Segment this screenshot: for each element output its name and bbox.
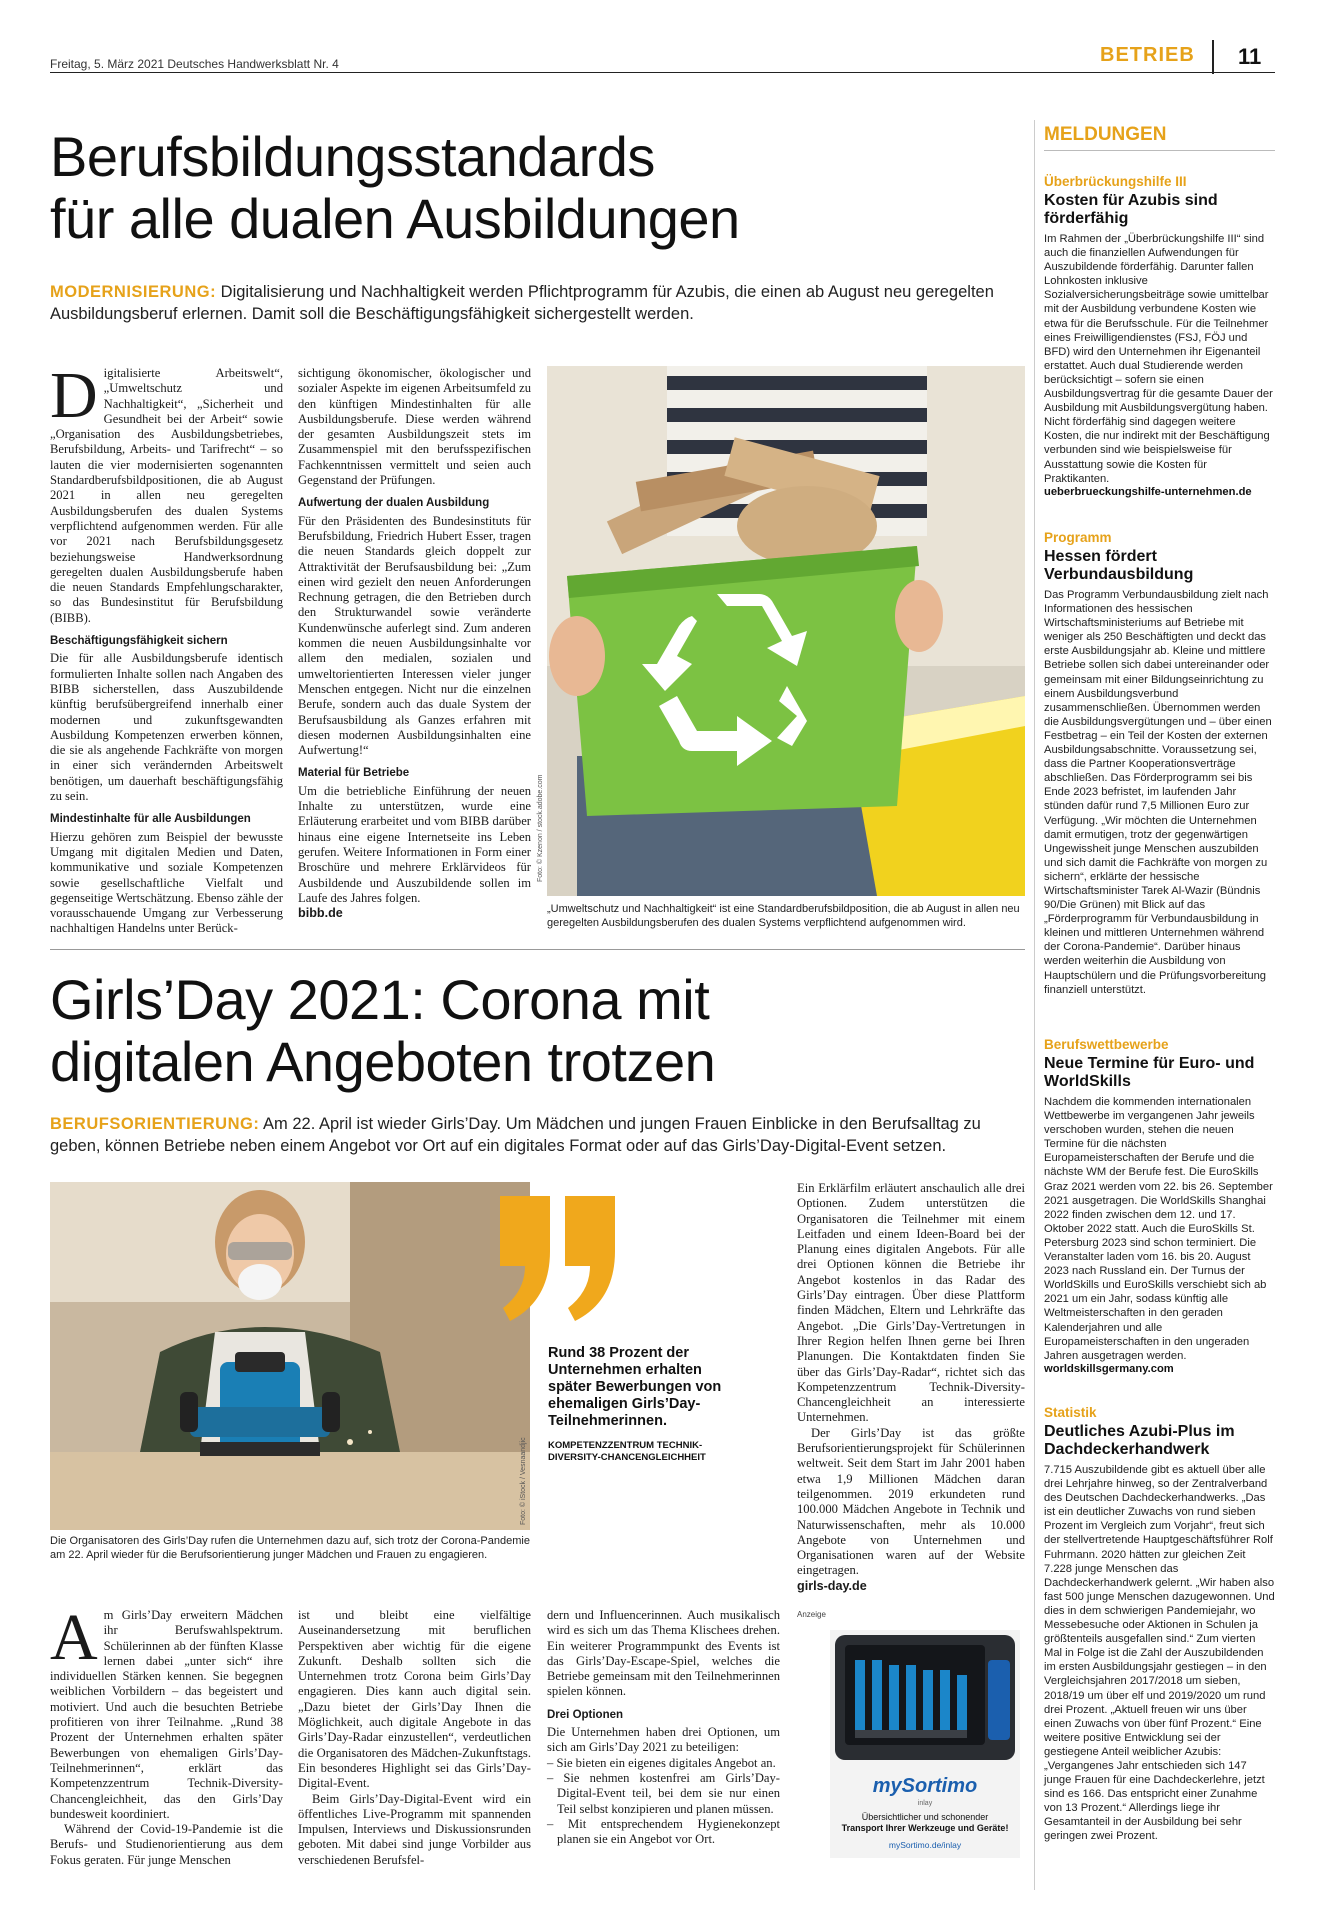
sidebar-item-label: Berufswettbewerbe (1044, 1037, 1169, 1052)
article1-col2-p3: Um die betriebliche Einführung der neuen Inhalte zu unterstützen, wurde eine Erläuterung erarbeitet und vom BIBB darüber hinaus eine eigene Internetseite ins Leben gerufen. Weitere Informationen in Form einer Broschüre und mehrere Erklärvideos für Ausbildende und Auszubildende sollen im Laufe des Jahres folgen. (298, 783, 531, 905)
article2-title-line2: digitalen Angeboten trotzen (50, 1030, 716, 1093)
ad-brand-name: mySortimo (872, 1775, 978, 1797)
article1-dropcap: D (50, 359, 98, 432)
sidebar-item-body: Nachdem die kommenden internationalen Wettbewerbe im vergangenen Jahr jeweils verschoben wurden, stehen die neuen Termine für die nächsten Europameisterschaften der Berufe und die nächste WM der Berufe fest. Die EuroSkills Graz 2021 werden vom 22. bis 26. September 2021 ausgetragen. Die WorldSkills Shanghai 2022 finden zwischen dem 12. und 17. Oktober 2022 statt. Auch die EuroSkills St. Petersburg 2023 sind schon terminiert. Die Veranstalter laden vom 16. bis 20. August 2023 nach Russland ein. Der Turnus der WorldSkills und EuroSkills verschiebt sich ab 2021 um ein Jahr, sodass künftig alle Weltmeisterschaften in den geraden Kalenderjahren und alle Europameisterschaften in den ungeraden Jahren ausgetragen werden. (1044, 1096, 1273, 1362)
article2-lead (50, 1113, 1025, 1157)
article2-col1-p2: Während der Covid-19-Pandemie ist die Berufs- und Studienorientierung aus dem Fokus geraten. Für junge Menschen (50, 1822, 283, 1867)
article2-column-3 (547, 1608, 780, 1847)
ad-brand (850, 1775, 1000, 1798)
article2-lead-text: Am 22. April ist wieder Girls’Day. Um Mädchen und jungen Frauen Einblicke in den Berufsalltag zu geben, können Betriebe neben einem Angebot vor Ort auf ein digitales Format oder auf das Girls’Day-Digital-Event setzen. (50, 1115, 981, 1155)
girlsday-photo-illustration (50, 1182, 530, 1530)
article2-subhead-options: Drei Optionen (547, 1708, 624, 1721)
sidebar-item-body: Das Programm Verbundausbildung zielt nach Informationen des hessischen Wirtschaftsministeriums auf Betriebe mit weniger als 250 Beschäftigten und deckt das erste Ausbildungsjahr ab. Kleine und mittlere Betriebe sollen sich dabei untereinander oder gemeinsam mit einer Bildungseinrichtung zu einem Ausbildungsverbund zusammenschließen. Übernommen werden die Ausbildungsvergütungen und – über einen Festbetrag – ein Teil der Kosten der externen Ausbildungsabschnitte. Voraussetzung sei, dass die Partner Kooperationsverträge abschließen. Das Förderprogramm sei bis Ende 2023 befristet, im laufenden Jahr stünden dafür rund 7,5 Millionen Euro zur Verfügung. „Wir möchten die Unternehmen damit ermutigen, trotz der gegenwärtigen Ungewissheit junge Menschen auszubilden und sich damit die Fachkräfte von morgen zu sichern“, erklärte der hessische Wirtschaftsminister Tarek Al-Wazir (Bündnis 90/Die Grünen) mit Blick auf das „Förderprogramm für Verbundausbildung in kleinen und mittleren Unternehmen während der Corona-Pandemie“. Darüber hinaus werden weiterhin die Ausbildung von Hauptschülern und die Prüfungsvorbereitung finanziell unterstützt. (1044, 589, 1272, 996)
article1-subhead-4: Material für Betriebe (298, 767, 410, 780)
option-item: – Sie bieten ein eigenes digitales Angebot an. (547, 1755, 776, 1770)
sortimo-ad[interactable] (830, 1630, 1020, 1858)
option-item: – Sie nehmen kostenfrei am Girls’Day-Digital-Event teil, bei dem sie nur einen Teil selbst konzipieren und planen müssen. (547, 1770, 780, 1816)
sidebar-item-3 (1044, 1037, 1275, 1375)
article1-col2-p2: Für den Präsidenten des Bundesinstituts für Berufsbildung, Friedrich Hubert Esser, tragen die neuen Standards gleich doppelt zur Attraktivität der Berufsausbildung bei: „Zum einen wird gezielt den neuen Anforderungen Rechnung getragen, die den Betrieben durch den Strukturwandel sowie veränderte Kundenwünsche auferlegt sind. Zum anderen kommen die neuen Ausbildungsinhalte vor allem den medialen, sozialen und umweltorientierten Interessen vieler junger Menschen entgegen. Nicht nur die einzelnen Berufe, sondern auch das duale System der Berufsausbildung als Ganzes erfahren mit diesen modernen Ausbildungsinhalten eine Aufwertung!“ (298, 513, 531, 758)
article1-title (50, 126, 1000, 250)
sidebar-item-head: Deutliches Azubi-Plus im Dachdeckerhandwerk (1044, 1423, 1235, 1458)
sidebar-item-label: Statistik (1044, 1405, 1097, 1420)
ad-brand-sub: inlay (917, 1800, 933, 1807)
article1-lead-text: Digitalisierung und Nachhaltigkeit werden Pflichtprogramm für Azubis, die einen ab August neu geregelten Ausbildungsberuf erlernen. Damit soll die Beschäftigungsfähigkeit sichergestellt werden. (50, 283, 994, 323)
article1-subhead-3: Aufwertung der dualen Ausbildung (298, 497, 490, 510)
article2-title (50, 969, 1000, 1093)
sidebar-rule (1034, 120, 1035, 1890)
options-list (547, 1756, 780, 1848)
article2-photo-caption: Die Organisatoren des Girls’Day rufen die Unternehmen dazu auf, sich trotz der Corona-Pandemie am 22. April wieder für die Berufsorientierung junger Mädchen und Frauen zu engagieren. (50, 1535, 530, 1561)
toolcase-icon (830, 1630, 1020, 1770)
article1-kicker: MODERNISIERUNG: (50, 283, 217, 301)
girlsday-photo (50, 1182, 530, 1530)
recycling-photo-illustration (547, 366, 1025, 896)
article1-photo-credit: Foto: © Kzenon / stock.adobe.com (537, 774, 544, 882)
pull-quote: Rund 38 Prozent der Unternehmen erhalten später Bewerbungen von ehemaligen Girls’Day-Teilnehmerinnen. (548, 1345, 722, 1429)
ad-tagline (830, 1812, 1020, 1834)
article2-col1-p1: m Girls’Day erweitern Mädchen ihr Berufswahlspektrum. Schülerinnen ab der fünften Klasse lernen dabei „unter sich“ ihre individuellen Stärken kennen. Sie begegnen weiblichen Vorbildern – das begeistert und motiviert. Und auch die besuchten Betriebe profitieren von ihrer Teilnahme. „Rund 38 Prozent der Unternehmen erhalten später Bewerbungen von ehemaligen Girls’Day-Teilnehmerinnen“, erklärt das Kompetenzzentrum Technik-Diversity-Chancengleichheit, das den Girls’Day bundesweit koordiniert. (50, 1608, 283, 1821)
article1-subhead-2: Mindestinhalte für alle Ausbildungen (50, 813, 251, 826)
page-number: 11 (1238, 44, 1262, 69)
article1-title-line1: Berufsbildungsstandards (50, 125, 655, 188)
ad-label: Anzeige (797, 1610, 826, 1619)
sidebar-item-link[interactable]: ueberbrueckungshilfe-unternehmen.de (1044, 485, 1252, 498)
ad-tagline-1: Übersichtlicher und schonender (861, 1812, 989, 1822)
sidebar-item-label: Überbrückungshilfe III (1044, 174, 1187, 189)
sidebar-item-body: 7.715 Auszubildende gibt es aktuell über alle drei Lehrjahre hinweg, so der Zentralverband des Deutschen Dachdeckerhandwerks. „Das ist ein deutlicher Zuwachs von rund sieben Prozent im Vergleich zum Vorjahr“, freut sich der stellvertretende Hauptgeschäftsführer Rolf Fuhrmann. 2020 hätten zur gleichen Zeit 7.228 junge Menschen das Dachdeckerhandwerk gelernt. „Wir haben also fast 500 junge Menschen dazugewonnen. Und dies in dem schwierigen Pandemiejahr, wo Messebesuche oder Aktionen in Schulen ja größtenteils ausgefallen sind.“ Zum vierten Mal in Folge ist die Zahl der Auszubildenden im ersten Ausbildungsjahr gestiegen – in den Vergleichsjahren 2017/2018 um sieben, 2018/19 um über elf und 2019/2020 um rund drei Prozent. „Aktuell freuen wir uns über einen Zuwachs von über fünf Prozent.“ Eine weitere positive Entwicklung sei der gestiegene Anteil weiblicher Azubis: „Vergangenes Jahr entschieden sich 147 junge Frauen für eine Dachdeckerlehre, jetzt sind es 166. Das entspricht einer Zunahme von 13 Prozent.“ Allerdings liege ihr Gesamtanteil in der Ausbildung bei sehr geringen zwei Prozent. (1044, 1464, 1275, 1843)
ad-tagline-2: Transport Ihrer Werkzeuge und Geräte! (841, 1823, 1009, 1833)
sidebar-item-1 (1044, 174, 1275, 498)
article1-lead (50, 281, 1010, 325)
article1-col1-p2: Die für alle Ausbildungsberufe identisch formulierten Inhalte sollen nach Angaben des BIBB sicherstellen, dass Auszubildende künftig berufsübergreifend innerhalb einer modernen und zukunftsgewandten Ausbildung Kompetenzen erwerben können, die sie als angehende Fachkräfte von morgen in einer sich verändernden Arbeitswelt benötigen, um dauerhaft beschäftigungsfähig zu sein. (50, 651, 283, 804)
article2-right-p2: Der Girls’Day ist das größte Berufsorientierungsprojekt für Schülerinnen weltweit. Seit dem Start im Jahr 2001 haben etwa 1,9 Millionen Mädchen daran teilgenommen. 2019 erkundeten rund 100.000 Mädchen Angebote in Technik und Naturwissenschaften, mehr als 10.000 Angebote von Unternehmen und Organisationen waren auf der Website eingetragen. (797, 1425, 1025, 1578)
header-date-line: Freitag, 5. März 2021 Deutsches Handwerksblatt Nr. 4 (50, 57, 339, 71)
article1-column-2 (298, 366, 531, 921)
ad-url[interactable]: mySortimo.de/inlay (888, 1840, 962, 1850)
article1-col2-p1: sichtigung ökonomischer, ökologischer und sozialer Aspekte im eigenen Arbeitsumfeld zu den künftigen Mindestinhalten für alle Ausbildungsberufe. Diese werden während der gesamten Ausbildungszeit stets im Zusammenspiel mit den berufsspezifischen Fachkenntnissen vermittelt und seien auch Gegenstand der Prüfungen. (298, 366, 531, 488)
article2-col3-p1: dern und Influencerinnen. Auch musikalisch wird es sich um das Thema Klischees drehen. Ein weiterer Programmpunkt des Events ist das Girls’Day-Escape-Spiel, welches die Betriebe gemeinsam mit den Teilnehmerinnen spielen können. (547, 1608, 780, 1699)
article1-column-1 (50, 359, 283, 937)
article2-col3-p2: Die Unternehmen haben drei Optionen, um sich am Girls’Day 2021 zu beteiligen: (547, 1725, 780, 1755)
article2-col2-p1: ist und bleibt eine vielfältige Auseinandersetzung mit beruflichen Perspektiven aber wichtig für die eigene Zukunft. Deshalb sollten sich die Unternehmen trotz Corona beim Girls’Day engagieren. Dies kann auch digital sein. „Dazu bietet der Girls’Day Ihnen die Möglichkeit, auch digitale Angebote in das Girls’Day-Radar einzustellen“, verdeutlichen die Organisatoren des Mädchen-Zukunftstags. Ein besonderes Highlight sei das Girls’Day-Digital-Event. (298, 1608, 531, 1791)
recycling-photo (547, 366, 1025, 896)
sidebar-item-body: Im Rahmen der „Überbrückungshilfe III“ sind auch die finanziellen Aufwendungen für Auszubildende förderfähig. Darunter fallen Lohnkosten inklusive Sozialversicherungsbeiträge sowie umittelbar mit der Ausbildung verbundene Kosten wie etwa für die Berufsschule. Für die Teilnehmer eines Freiwilligendienstes (FSJ, FÖJ und BFD) wird den Unternehmen ihr Eigenanteil erstattet. Auch dual Studierende werden berücksichtigt – sofern sie einen Ausbildungsvertrag für die gesamte Dauer der Ausbildung mit Ausbildungsvergütung haben. Nicht förderfähig sind dagegen weitere Kosten, die nur indirekt mit der Beschäftigung verbunden sind wie beispielsweise für Ausstattung sowie die Kosten für Praktikanten. (1044, 233, 1273, 485)
header-rule (50, 72, 1275, 73)
sidebar-item-4 (1044, 1405, 1275, 1844)
article1-photo-caption: „Umweltschutz und Nachhaltigkeit“ ist eine Standardberufsbildposition, die ab August in allen neu geregelten Ausbildungsberufen des dualen Systems verpflichtend aufgenommen wird. (547, 903, 1020, 929)
article-divider (50, 949, 1025, 950)
article2-right-column (797, 1181, 1025, 1594)
sidebar-item-head: Hessen fördert Verbundausbildung (1044, 548, 1194, 583)
article1-subhead-1: Beschäftigungsfähigkeit sichern (50, 635, 228, 648)
sidebar-item-head: Neue Termine für Euro- und WorldSkills (1044, 1055, 1255, 1090)
sidebar-item-head: Kosten für Azubis sind förderfähig (1044, 192, 1218, 227)
article2-column-1 (50, 1601, 283, 1868)
sidebar-item-label: Programm (1044, 530, 1112, 545)
section-name: BETRIEB (1100, 44, 1195, 66)
sidebar-item-2 (1044, 530, 1275, 997)
article2-dropcap: A (50, 1601, 98, 1674)
article2-right-p1: Ein Erklärfilm erläutert anschaulich alle drei Optionen. Zudem unterstützen die Organisatoren die Teilnehmer mit einem Leitfaden und einem Ideen-Board bei der Planung eines digitalen Angebots. Für alle drei Optionen können die Betriebe ihr Angebot kostenlos in das Radar des Girls’Day eintragen. Über diese Plattform finden Mädchen, Eltern und Lehrkräfte das Angebot. „Die Girls’Day-Vertretungen in Ihrer Region helfen Ihnen gerne bei Ihren Planungen. Die Kontaktdaten finden Sie über das Girls’Day-Radar“, richtet sich das Kompetenzzentrum Technik-Diversity-Chancengleichheit an interessierte Unternehmen. (797, 1181, 1025, 1425)
sidebar-item-link[interactable]: worldskillsgermany.com (1044, 1362, 1174, 1375)
article2-kicker: BERUFSORIENTIERUNG: (50, 1115, 260, 1133)
article1-col1-p3: Hierzu gehören zum Beispiel der bewusste Umgang mit digitalen Medien und Daten, kommunikative und soziale Kompetenzen sowie gesellschaftliche Vielfalt und gegenseitige Wertschätzung. Ebenso zähle der vorausschauende Umgang zur Verbesserung nachhaltigen Handelns unter Berück- (50, 829, 283, 936)
quote-mark-icon (495, 1196, 625, 1326)
article2-col2-p2: Beim Girls’Day-Digital-Event wird ein öffentliches Live-Programm mit spannenden Impulsen, Interviews und Diskussionsrunden geboten. Mit dabei sind junge Vorbilder aus verschiedenen Berufsfel- (298, 1791, 531, 1867)
article2-link-girlsday[interactable]: girls-day.de (797, 1578, 867, 1593)
sidebar-title-rule (1044, 150, 1275, 151)
article2-title-line1: Girls’Day 2021: Corona mit (50, 968, 710, 1031)
header-separator (1212, 40, 1214, 74)
option-item: – Mit entsprechendem Hygienekonzept planen sie ein Angebot vor Ort. (547, 1816, 780, 1847)
article2-column-2 (298, 1608, 531, 1868)
article1-title-line2: für alle dualen Ausbildungen (50, 187, 740, 250)
article1-col1-p1: igitalisierte Arbeitswelt“, „Umweltschutz und Nachhaltigkeit“, „Sicherheit und Gesundheit bei der Arbeit“ sowie „Organisation des Ausbildungsbetriebes, Berufsbildung, Arbeits- und Tarifrecht“ – so lauten die vier modernisierten sogenannten Standardberufsbildpositionen, die ab August 2021 in allen neu geregelten Ausbildungsberufen des dualen Systems verpflichtend aufgenommen werden. Für alle vor 2021 nach Berufsbildungsgesetz beziehungsweise Handwerksordnung geregelten dualen Ausbildungsberufe haben die neuen Standards Empfehlungscharakter, so das Bundesinstitut für Berufsbildung (BIBB). (50, 366, 283, 625)
pull-quote-source: KOMPETENZZENTRUM TECHNIK-DIVERSITY-CHANCENGLEICHHEIT (548, 1440, 706, 1463)
sidebar-title: MELDUNGEN (1044, 124, 1167, 145)
article2-photo-credit: Foto: © iStock / Vesnaandjic (520, 1437, 527, 1525)
article1-link-bibb[interactable]: bibb.de (298, 906, 343, 921)
